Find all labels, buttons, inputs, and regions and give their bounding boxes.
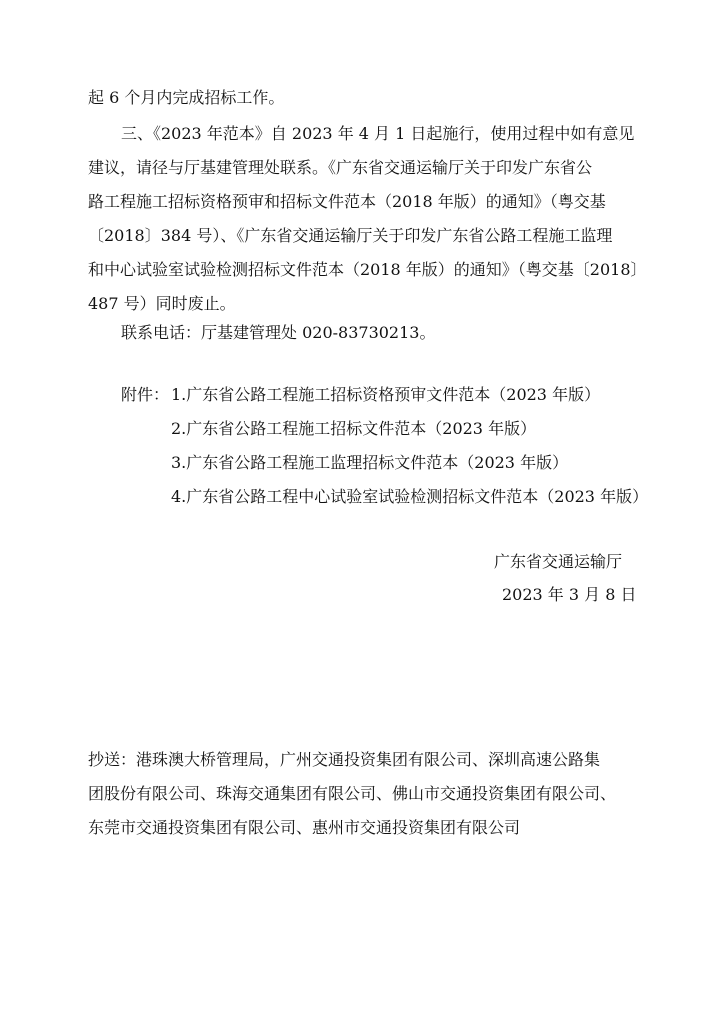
attachment-item: 4.广东省公路工程中心试验室试验检测招标文件范本（2023 年版） (171, 487, 649, 506)
cc-line: 抄送：港珠澳大桥管理局，广州交通投资集团有限公司、深圳高速公路集 (88, 750, 601, 769)
attachments-label: 附件： (121, 385, 170, 404)
paragraph-continuation: 起 6 个月内完成招标工作。 (88, 88, 285, 107)
paragraph-line: 和中心试验室试验检测招标文件范本（2018 年版）的通知》（粤交基〔2018〕 (88, 260, 647, 279)
paragraph-line: 建议，请径与厅基建管理处联系。《广东省交通运输厅关于印发广东省公 (88, 158, 593, 177)
cc-line: 东莞市交通投资集团有限公司、惠州市交通投资集团有限公司 (88, 818, 521, 837)
signature-date: 2023 年 3 月 8 日 (502, 585, 637, 604)
contact-line: 联系电话：厅基建管理处 020-83730213。 (121, 323, 436, 342)
paragraph-line: 三、《2023 年范本》自 2023 年 4 月 1 日起施行，使用过程中如有意见 (121, 124, 635, 143)
attachment-item: 2.广东省公路工程施工招标文件范本（2023 年版） (171, 419, 537, 438)
paragraph-line: 487 号）同时废止。 (88, 294, 236, 313)
signature-org: 广东省交通运输厅 (494, 552, 623, 571)
attachment-item: 3.广东省公路工程施工监理招标文件范本（2023 年版） (171, 453, 569, 472)
paragraph-line: 〔2018〕384 号）、《广东省交通运输厅关于印发广东省公路工程施工监理 (88, 226, 613, 245)
cc-line: 团股份有限公司、珠海交通集团有限公司、佛山市交通投资集团有限公司、 (88, 784, 617, 803)
attachment-item: 1.广东省公路工程施工招标资格预审文件范本（2023 年版） (171, 385, 601, 404)
paragraph-line: 路工程施工招标资格预审和招标文件范本（2018 年版）的通知》（粤交基 (88, 192, 606, 211)
